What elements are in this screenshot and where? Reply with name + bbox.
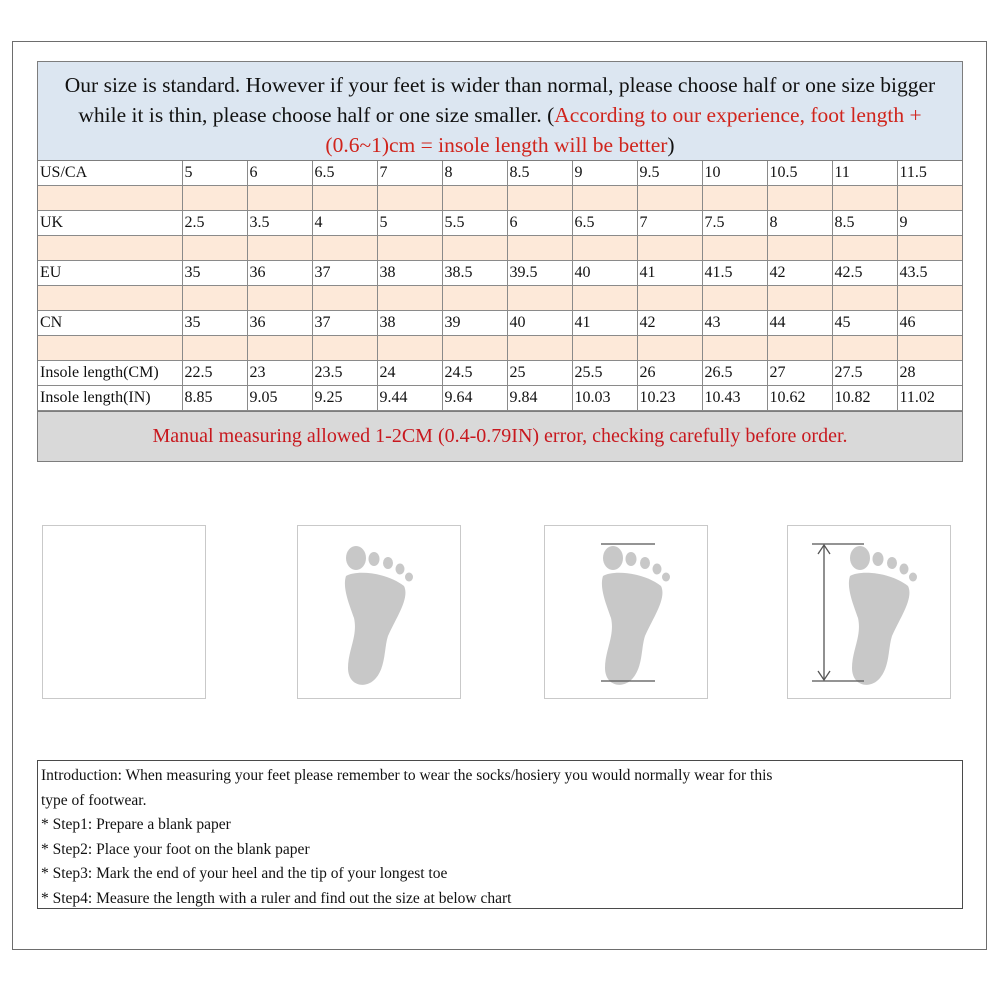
size-cell: 27 [767, 361, 832, 386]
intro-step-3: * Step3: Mark the end of your heel and the tip of your longest toe [41, 865, 448, 883]
size-cell: 10.5 [767, 161, 832, 186]
size-cell: 41 [572, 311, 637, 336]
separator-cell [38, 186, 182, 211]
separator-cell [832, 286, 897, 311]
size-cell: 38 [377, 261, 442, 286]
size-cell: 35 [182, 261, 247, 286]
size-cell: 8 [767, 211, 832, 236]
size-cell: 28 [897, 361, 962, 386]
measuring-error-note: Manual measuring allowed 1-2CM (0.4-0.79IN) error, checking carefully before order. [38, 411, 962, 461]
size-cell: 27.5 [832, 361, 897, 386]
notice-experience-text: According to our experience, foot length + [554, 103, 922, 127]
separator-cell [702, 236, 767, 261]
intro-step-1: * Step1: Prepare a blank paper [41, 816, 231, 834]
size-cell: 46 [897, 311, 962, 336]
notice-insole-text: (0.6~1)cm = insole length will be better [325, 133, 668, 157]
size-cell: 41 [637, 261, 702, 286]
separator-row [38, 236, 962, 261]
separator-cell [442, 336, 507, 361]
size-cell: 9.44 [377, 386, 442, 411]
separator-cell [702, 286, 767, 311]
intro-line-1: Introduction: When measuring your feet please remember to wear the socks/hosiery you would normally wear for this [41, 767, 773, 784]
separator-cell [442, 286, 507, 311]
size-row [38, 161, 962, 186]
size-cell: 5.5 [442, 211, 507, 236]
separator-row [38, 286, 962, 311]
size-cell: 25.5 [572, 361, 637, 386]
intro-line-2: type of footwear. [41, 791, 147, 809]
separator-cell [507, 236, 572, 261]
size-cell: 40 [507, 311, 572, 336]
size-cell: 6.5 [572, 211, 637, 236]
separator-cell [377, 236, 442, 261]
size-cell: 42 [767, 261, 832, 286]
size-cell: 42 [637, 311, 702, 336]
size-cell: 25 [507, 361, 572, 386]
separator-cell [247, 336, 312, 361]
separator-cell [572, 336, 637, 361]
separator-cell [182, 236, 247, 261]
size-cell: 44 [767, 311, 832, 336]
size-cell: 7 [637, 211, 702, 236]
size-cell: 9 [572, 161, 637, 186]
size-cell: 8.85 [182, 386, 247, 411]
separator-cell [247, 236, 312, 261]
separator-cell [572, 286, 637, 311]
separator-cell [702, 186, 767, 211]
size-cell: 11 [832, 161, 897, 186]
separator-cell [182, 336, 247, 361]
separator-cell [767, 186, 832, 211]
size-row-label: CN [38, 311, 182, 336]
size-cell: 4 [312, 211, 377, 236]
foot-icon-graphic [298, 526, 462, 700]
separator-cell [507, 286, 572, 311]
separator-cell [897, 286, 962, 311]
notice-line-3 [38, 130, 962, 160]
separator-cell [377, 336, 442, 361]
size-cell: 8.5 [507, 161, 572, 186]
size-cell: 8.5 [832, 211, 897, 236]
separator-cell [832, 336, 897, 361]
size-cell: 10 [702, 161, 767, 186]
notice-line-2 [38, 100, 962, 130]
size-cell: 26.5 [702, 361, 767, 386]
intro-step-4: * Step4: Measure the length with a ruler and find out the size at below chart [41, 889, 512, 907]
separator-cell [572, 186, 637, 211]
separator-cell [572, 236, 637, 261]
separator-cell [312, 236, 377, 261]
separator-cell [897, 236, 962, 261]
size-cell: 2.5 [182, 211, 247, 236]
size-cell: 10.43 [702, 386, 767, 411]
size-cell: 9.84 [507, 386, 572, 411]
size-row-label: Insole length(CM) [38, 361, 182, 386]
separator-cell [637, 336, 702, 361]
size-cell: 10.62 [767, 386, 832, 411]
size-cell: 43.5 [897, 261, 962, 286]
size-row [38, 386, 962, 411]
separator-cell [442, 186, 507, 211]
separator-cell [38, 336, 182, 361]
size-cell: 38.5 [442, 261, 507, 286]
separator-cell [312, 336, 377, 361]
size-cell: 11.5 [897, 161, 962, 186]
size-cell: 41.5 [702, 261, 767, 286]
separator-row [38, 186, 962, 211]
size-cell: 24.5 [442, 361, 507, 386]
foot-marked-icon [544, 525, 708, 699]
separator-cell [637, 286, 702, 311]
separator-cell [507, 336, 572, 361]
separator-cell [312, 186, 377, 211]
size-cell: 5 [182, 161, 247, 186]
size-cell: 3.5 [247, 211, 312, 236]
size-cell: 36 [247, 261, 312, 286]
size-cell: 35 [182, 311, 247, 336]
notice-line-1: Our size is standard. However if your feet is wider than normal, please choose half or one size bigger [64, 73, 936, 97]
separator-cell [702, 336, 767, 361]
size-cell: 9 [897, 211, 962, 236]
size-cell: 23 [247, 361, 312, 386]
separator-cell [182, 186, 247, 211]
size-row-label: EU [38, 261, 182, 286]
size-row-label: US/CA [38, 161, 182, 186]
size-table [38, 161, 962, 411]
size-cell: 7 [377, 161, 442, 186]
size-row [38, 261, 962, 286]
intro-step-2: * Step2: Place your foot on the blank paper [41, 840, 310, 858]
separator-cell [38, 236, 182, 261]
foot-measured-icon [787, 525, 951, 699]
foot-marked-graphic [545, 526, 709, 700]
separator-cell [637, 186, 702, 211]
separator-cell [507, 186, 572, 211]
separator-cell [767, 236, 832, 261]
separator-cell [637, 236, 702, 261]
notice-close-paren: ) [667, 133, 675, 157]
size-cell: 9.5 [637, 161, 702, 186]
size-notice [38, 62, 962, 161]
size-cell: 39 [442, 311, 507, 336]
size-cell: 11.02 [897, 386, 962, 411]
notice-line-2-text: while it is thin, please choose half or one size smaller. ( [78, 103, 555, 127]
size-row [38, 211, 962, 236]
foot-measured-graphic [788, 526, 952, 700]
size-cell: 26 [637, 361, 702, 386]
separator-row [38, 336, 962, 361]
size-cell: 10.23 [637, 386, 702, 411]
size-cell: 5 [377, 211, 442, 236]
size-cell: 24 [377, 361, 442, 386]
separator-cell [767, 336, 832, 361]
size-cell: 36 [247, 311, 312, 336]
size-cell: 10.03 [572, 386, 637, 411]
size-cell: 9.64 [442, 386, 507, 411]
size-cell: 6 [507, 211, 572, 236]
separator-cell [377, 186, 442, 211]
separator-cell [442, 236, 507, 261]
size-cell: 43 [702, 311, 767, 336]
size-cell: 10.82 [832, 386, 897, 411]
size-cell: 9.25 [312, 386, 377, 411]
separator-cell [312, 286, 377, 311]
separator-cell [182, 286, 247, 311]
separator-cell [767, 286, 832, 311]
separator-cell [897, 186, 962, 211]
separator-cell [897, 336, 962, 361]
measuring-introduction [37, 760, 963, 909]
size-cell: 42.5 [832, 261, 897, 286]
size-row [38, 311, 962, 336]
size-row-label: Insole length(IN) [38, 386, 182, 411]
size-cell: 37 [312, 311, 377, 336]
size-chart [37, 61, 963, 462]
size-cell: 8 [442, 161, 507, 186]
size-cell: 45 [832, 311, 897, 336]
size-cell: 38 [377, 311, 442, 336]
size-cell: 39.5 [507, 261, 572, 286]
size-cell: 9.05 [247, 386, 312, 411]
size-cell: 22.5 [182, 361, 247, 386]
size-cell: 37 [312, 261, 377, 286]
separator-cell [377, 286, 442, 311]
separator-cell [832, 186, 897, 211]
size-cell: 40 [572, 261, 637, 286]
separator-cell [247, 286, 312, 311]
size-row-label: UK [38, 211, 182, 236]
size-cell: 23.5 [312, 361, 377, 386]
size-cell: 7.5 [702, 211, 767, 236]
blank-paper-icon [42, 525, 206, 699]
size-row [38, 361, 962, 386]
separator-cell [832, 236, 897, 261]
foot-icon [297, 525, 461, 699]
size-cell: 6.5 [312, 161, 377, 186]
size-cell: 6 [247, 161, 312, 186]
separator-cell [38, 286, 182, 311]
separator-cell [247, 186, 312, 211]
